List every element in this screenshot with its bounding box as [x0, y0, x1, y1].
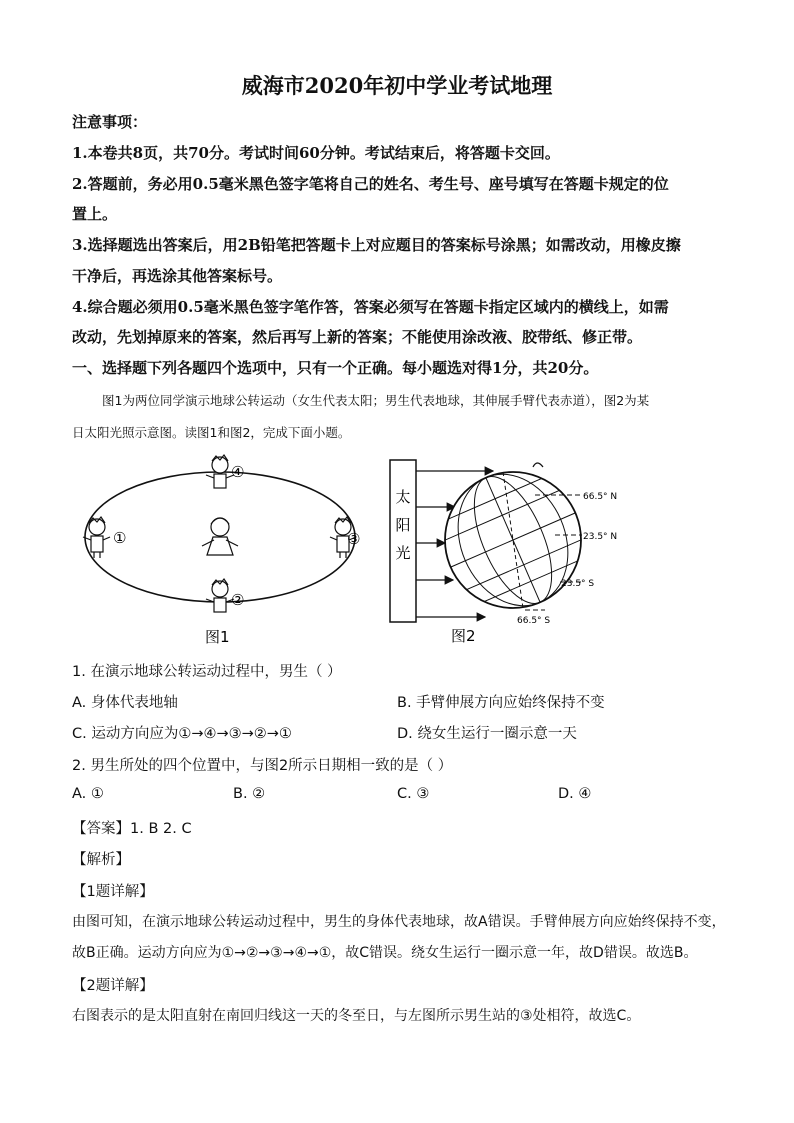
answer-label: 【答案】	[72, 821, 130, 837]
notice-item-3-cont: 干净后，再选涂其他答案标号。	[72, 267, 283, 285]
figure-2-caption: 图2	[451, 627, 476, 645]
lat-23-s: 23.5° S	[561, 579, 595, 589]
notice-item-4-cont: 改动，先划掉原来的答案，然后再写上新的答案；不能使用涂改液、胶带纸、修正带。	[72, 328, 643, 346]
question-2-option-d: D. ④	[558, 786, 592, 802]
section-heading: 一、选择题下列各题四个选项中，只有一个正确。每小题选对得1分，共20分。	[72, 359, 599, 377]
notice-item-2-cont: 置上。	[72, 205, 118, 223]
notice-item-1: 1.本卷共8页，共70分。考试时间60分钟。考试结束后，将答题卡交回。	[72, 144, 560, 162]
detail-1-line-2: 故B正确。运动方向应为①→②→③→④→①，故C错误。绕女生运行一圈示意一年，故D错误。故选B。	[72, 945, 698, 961]
question-1-stem: 1. 在演示地球公转运动过程中，男生（ ）	[72, 664, 342, 680]
detail-2-line-1: 右图表示的是太阳直射在南回归线这一天的冬至日，与左图所示男生站的③处相符，故选C。	[72, 1008, 641, 1024]
question-2-stem: 2. 男生所处的四个位置中，与图2所示日期相一致的是（ ）	[72, 758, 453, 774]
marker-4: ④	[231, 463, 245, 481]
page-title: 威海市2020年初中学业考试地理	[241, 73, 553, 98]
notice-heading: 注意事项：	[72, 113, 148, 131]
answer-line	[72, 817, 192, 838]
detail-1-label: 【1题详解】	[72, 884, 154, 900]
boy-position-1	[83, 517, 110, 558]
marker-2: ②	[231, 591, 245, 609]
notice-item-2: 2.答题前，务必用0.5毫米黑色签字笔将自己的姓名、考生号、座号填写在答题卡规定的位	[72, 175, 669, 193]
boy-position-2	[206, 579, 234, 612]
lat-23-n: 23.5° N	[583, 532, 618, 542]
sun-label-2: 阳	[395, 516, 411, 534]
detail-2-label: 【2题详解】	[72, 978, 154, 994]
figure-2	[385, 455, 650, 645]
question-2-option-c: C. ③	[397, 786, 430, 802]
sun-label-1: 太	[395, 488, 411, 506]
question-2-option-a: A. ①	[72, 786, 104, 802]
lat-66-s: 66.5° S	[517, 616, 551, 626]
intro-line-2: 日太阳光照示意图。读图1和图2，完成下面小题。	[72, 425, 351, 440]
notice-item-3: 3.选择题选出答案后，用2B铅笔把答题卡上对应题目的答案标号涂黑；如需改动，用橡皮擦	[72, 236, 681, 254]
marker-1: ①	[113, 529, 127, 547]
question-1-option-a: A. 身体代表地轴	[72, 695, 178, 711]
marker-3: ③	[347, 530, 361, 548]
figure-1-caption: 图1	[205, 628, 230, 646]
figure-1	[75, 452, 375, 652]
intro-line-1: 图1为两位同学演示地球公转运动（女生代表太阳；男生代表地球，其伸展手臂代表赤道），图2为某	[102, 393, 650, 408]
lat-66-n: 66.5° N	[583, 492, 618, 502]
question-1-option-c: C. 运动方向应为①→④→③→②→①	[72, 726, 292, 742]
question-1-option-d: D. 绕女生运行一圈示意一天	[397, 726, 577, 742]
analysis-label: 【解析】	[72, 852, 130, 868]
question-2-option-b: B. ②	[233, 786, 266, 802]
detail-1-line-1: 由图可知，在演示地球公转运动过程中，男生的身体代表地球，故A错误。手臂伸展方向应始终保持不变，	[72, 914, 726, 930]
answer-text: 1. B 2. C	[130, 821, 192, 837]
notice-item-4: 4.综合题必须用0.5毫米黑色签字笔作答，答案必须写在答题卡指定区域内的横线上，如需	[72, 298, 669, 316]
sun-label-3: 光	[395, 544, 411, 562]
girl-sun-figure	[202, 518, 238, 555]
question-1-option-b: B. 手臂伸展方向应始终保持不变	[397, 695, 605, 711]
